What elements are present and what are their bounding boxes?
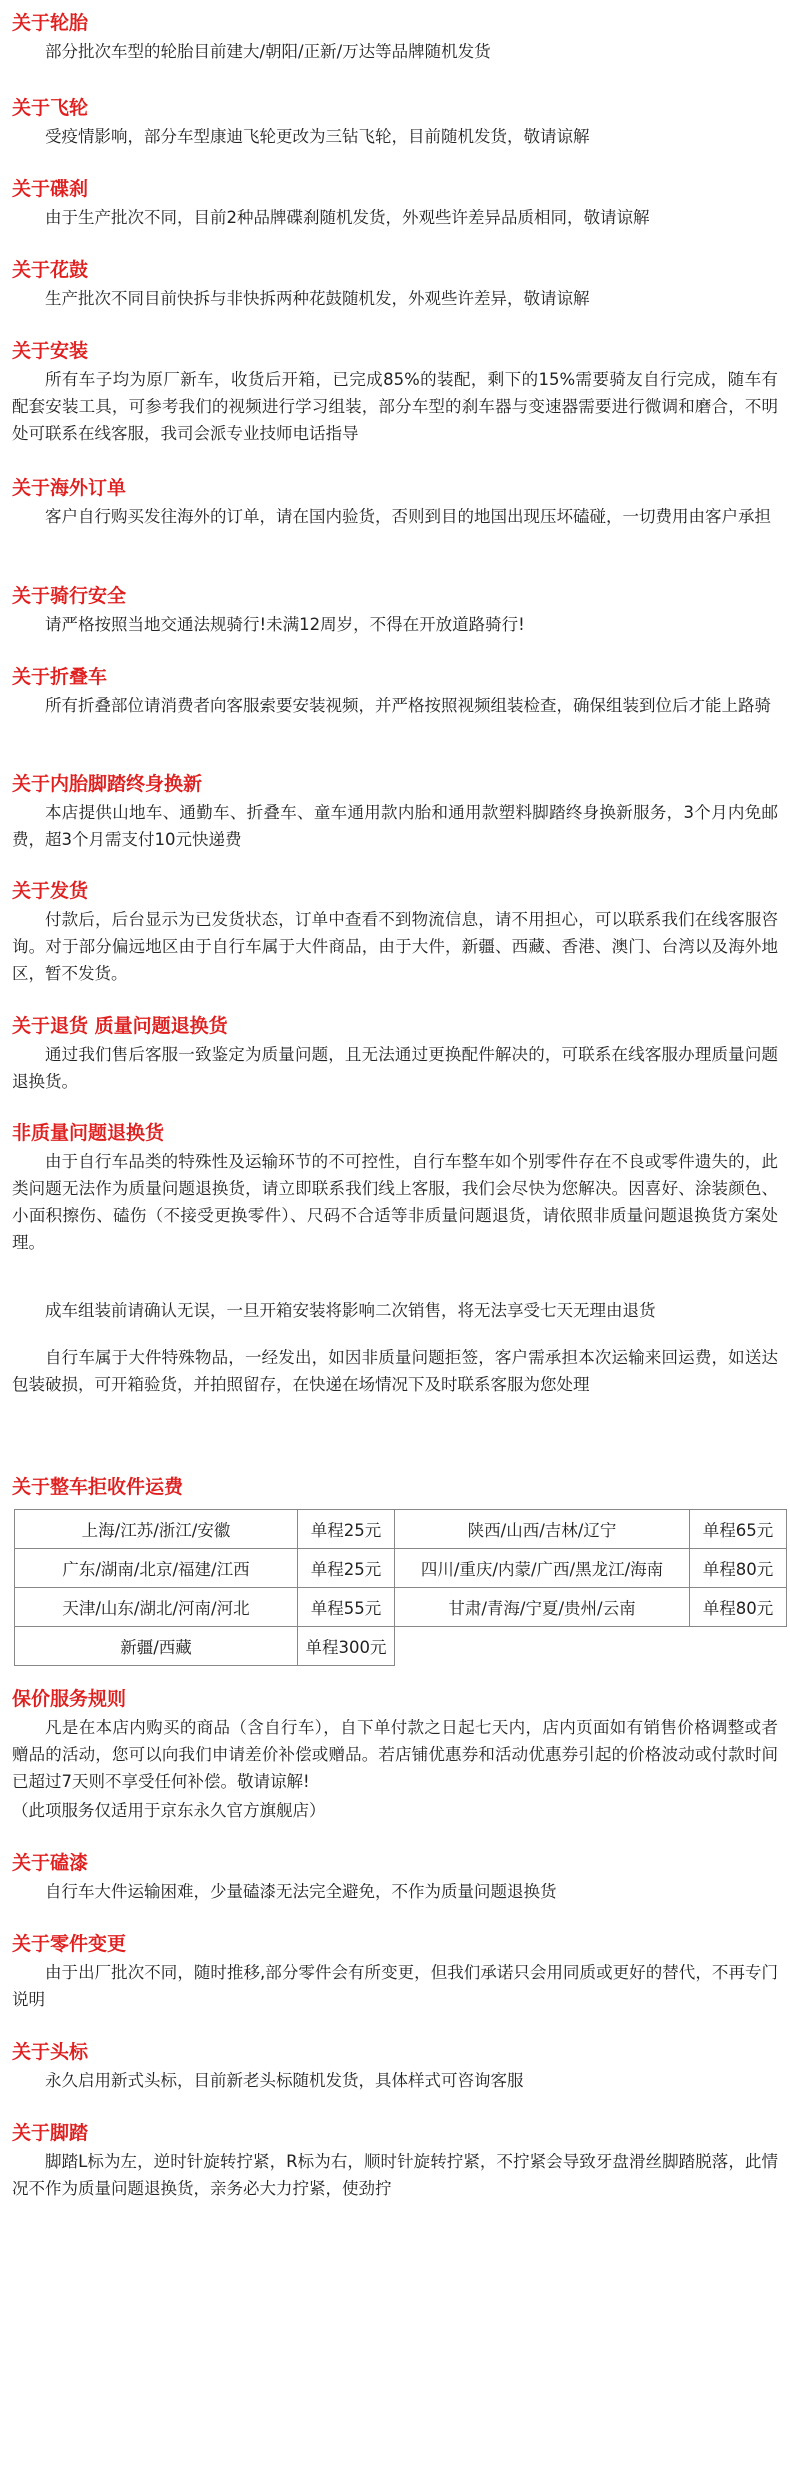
- section-riding-safety: [12, 583, 778, 638]
- section-price-protection: [12, 1686, 778, 1824]
- section-body: 本店提供山地车、通勤车、折叠车、童车通用款内胎和通用款塑料脚踏终身换新服务，3个月内免邮费，超3个月需支付10元快递费: [12, 803, 778, 849]
- section-title: 关于折叠车: [12, 666, 108, 688]
- table-cell: 甘肃/青海/宁夏/贵州/云南: [395, 1588, 690, 1627]
- note-assembly: [12, 1295, 778, 1324]
- section-installation: [12, 338, 778, 447]
- section-paint-chips: [12, 1850, 778, 1905]
- paragraph: 成车组装前请确认无误，一旦开箱安装将影响二次销售，将无法享受七天无理由退货: [45, 1301, 656, 1320]
- section-title: 保价服务规则: [12, 1688, 127, 1710]
- table-row: [15, 1549, 787, 1588]
- section-title: 关于退货 质量问题退换货: [12, 1015, 228, 1037]
- section-title: 关于海外订单: [12, 477, 127, 499]
- table-cell: 单程80元: [690, 1549, 787, 1588]
- table-cell: 广东/湖南/北京/福建/江西: [15, 1549, 298, 1588]
- section-title: 关于花鼓: [12, 259, 89, 281]
- section-overseas-orders: [12, 475, 778, 530]
- section-title: 关于轮胎: [12, 12, 89, 34]
- section-body: 受疫情影响，部分车型康迪飞轮更改为三钻飞轮，目前随机发货，敬请谅解: [45, 127, 590, 146]
- section-title: 关于脚踏: [12, 2122, 89, 2144]
- section-non-quality-returns: [12, 1120, 778, 1256]
- fee-table-title: 关于整车拒收件运费: [12, 1476, 184, 1498]
- section-body: 凡是在本店内购买的商品（含自行车），自下单付款之日起七天内，店内页面如有销售价格调整或者赠品的活动，您可以向我们申请差价补偿或赠品。若店铺优惠券和活动优惠券引起的价格波动或付款时间已超过7天则不享受任何补偿。敬请谅解!: [12, 1718, 778, 1791]
- section-title: 关于发货: [12, 880, 89, 902]
- table-cell: 单程80元: [690, 1588, 787, 1627]
- section-tires: [12, 10, 778, 65]
- fee-table: [14, 1509, 787, 1666]
- table-cell: 单程300元: [298, 1627, 395, 1666]
- section-body: 付款后，后台显示为已发货状态，订单中查看不到物流信息，请不用担心，可以联系我们在线客服咨询。对于部分偏远地区由于自行车属于大件商品，由于大件，新疆、西藏、香港、澳门、台湾以及海外地区，暂不发货。: [12, 910, 778, 983]
- section-title: 关于安装: [12, 340, 89, 362]
- section-body: 客户自行购买发往海外的订单，请在国内验货，否则到目的地国出现压坏磕碰，一切费用由客户承担: [45, 507, 771, 526]
- section-body: 脚踏L标为左，逆时针旋转拧紧，R标为右，顺时针旋转拧紧，不拧紧会导致牙盘滑丝脚踏脱落，此情况不作为质量问题退换货，亲务必大力拧紧，使劲拧: [12, 2152, 778, 2198]
- section-body: 永久启用新式头标，目前新老头标随机发货，具体样式可咨询客服: [45, 2071, 524, 2090]
- section-quality-returns: [12, 1013, 778, 1095]
- table-cell: 上海/江苏/浙江/安徽: [15, 1510, 298, 1549]
- section-title: 关于骑行安全: [12, 585, 127, 607]
- section-body: 部分批次车型的轮胎目前建大/朝阳/正新/万达等品牌随机发货: [45, 42, 491, 61]
- section-part-changes: [12, 1931, 778, 2013]
- paragraph: 自行车属于大件特殊物品，一经发出，如因非质量问题拒签，客户需承担本次运输来回运费，如送达包装破损，可开箱验货，并拍照留存，在快递在场情况下及时联系客服为您处理: [12, 1348, 778, 1394]
- table-row: [15, 1588, 787, 1627]
- section-title: 关于碟刹: [12, 178, 89, 200]
- table-cell: 单程55元: [298, 1588, 395, 1627]
- table-row: [15, 1627, 787, 1666]
- section-body: 由于出厂批次不同，随时推移,部分零件会有所变更，但我们承诺只会用同质或更好的替代，不再专门说明: [12, 1963, 778, 2009]
- section-head-badge: [12, 2039, 778, 2094]
- note-refusal: [12, 1342, 778, 1398]
- section-title: 关于飞轮: [12, 97, 89, 119]
- section-body: 由于自行车品类的特殊性及运输环节的不可控性，自行车整车如个别零件存在不良或零件遗失的，此类问题无法作为质量问题退换货，请立即联系我们线上客服，我们会尽快为您解决。因喜好、涂装颜色、小面积擦伤、磕伤（不接受更换零件）、尺码不合适等非质量问题退货，请依照非质量问题退换货方案处理。: [12, 1152, 778, 1252]
- table-cell: 四川/重庆/内蒙/广西/黑龙江/海南: [395, 1549, 690, 1588]
- section-title: 关于零件变更: [12, 1933, 127, 1955]
- section-hub: [12, 257, 778, 312]
- section-tube-pedal-replacement: [12, 771, 778, 853]
- section-disc-brake: [12, 176, 778, 231]
- section-note: （此项服务仅适用于京东永久官方旗舰店）: [12, 1801, 326, 1820]
- fee-table-title-block: [12, 1474, 778, 1500]
- section-title: 关于头标: [12, 2041, 89, 2063]
- section-title: 关于磕漆: [12, 1852, 89, 1874]
- section-body: 通过我们售后客服一致鉴定为质量问题，且无法通过更换配件解决的，可联系在线客服办理质量问题退换货。: [12, 1045, 778, 1091]
- table-cell: 单程25元: [298, 1549, 395, 1588]
- section-body: 所有车子均为原厂新车，收货后开箱，已完成85%的装配，剩下的15%需要骑友自行完成，随车有配套安装工具，可参考我们的视频进行学习组装，部分车型的刹车器与变速器需要进行微调和磨合，不明处可联系在线客服，我司会派专业技师电话指导: [12, 370, 778, 443]
- table-cell: 单程65元: [690, 1510, 787, 1549]
- section-body: 所有折叠部位请消费者向客服索要安装视频，并严格按照视频组装检查，确保组装到位后才能上路骑: [45, 696, 771, 715]
- section-freewheel: [12, 95, 778, 150]
- section-title: 关于内胎脚踏终身换新: [12, 773, 203, 795]
- section-body: 请严格按照当地交通法规骑行!未满12周岁，不得在开放道路骑行!: [45, 615, 525, 634]
- section-title: 非质量问题退换货: [12, 1122, 165, 1144]
- section-shipping: [12, 878, 778, 987]
- section-body: 由于生产批次不同，目前2种品牌碟刹随机发货，外观些许差异品质相同，敬请谅解: [45, 208, 650, 227]
- section-body: 自行车大件运输困难，少量磕漆无法完全避免，不作为质量问题退换货: [45, 1882, 557, 1901]
- table-cell-empty: [395, 1627, 787, 1666]
- table-cell: 新疆/西藏: [15, 1627, 298, 1666]
- section-body: 生产批次不同目前快拆与非快拆两种花鼓随机发，外观些许差异，敬请谅解: [45, 289, 590, 308]
- section-folding-bike: [12, 664, 778, 719]
- table-cell: 天津/山东/湖北/河南/河北: [15, 1588, 298, 1627]
- section-pedals: [12, 2120, 778, 2202]
- table-row: [15, 1510, 787, 1549]
- table-cell: 陕西/山西/吉林/辽宁: [395, 1510, 690, 1549]
- table-cell: 单程25元: [298, 1510, 395, 1549]
